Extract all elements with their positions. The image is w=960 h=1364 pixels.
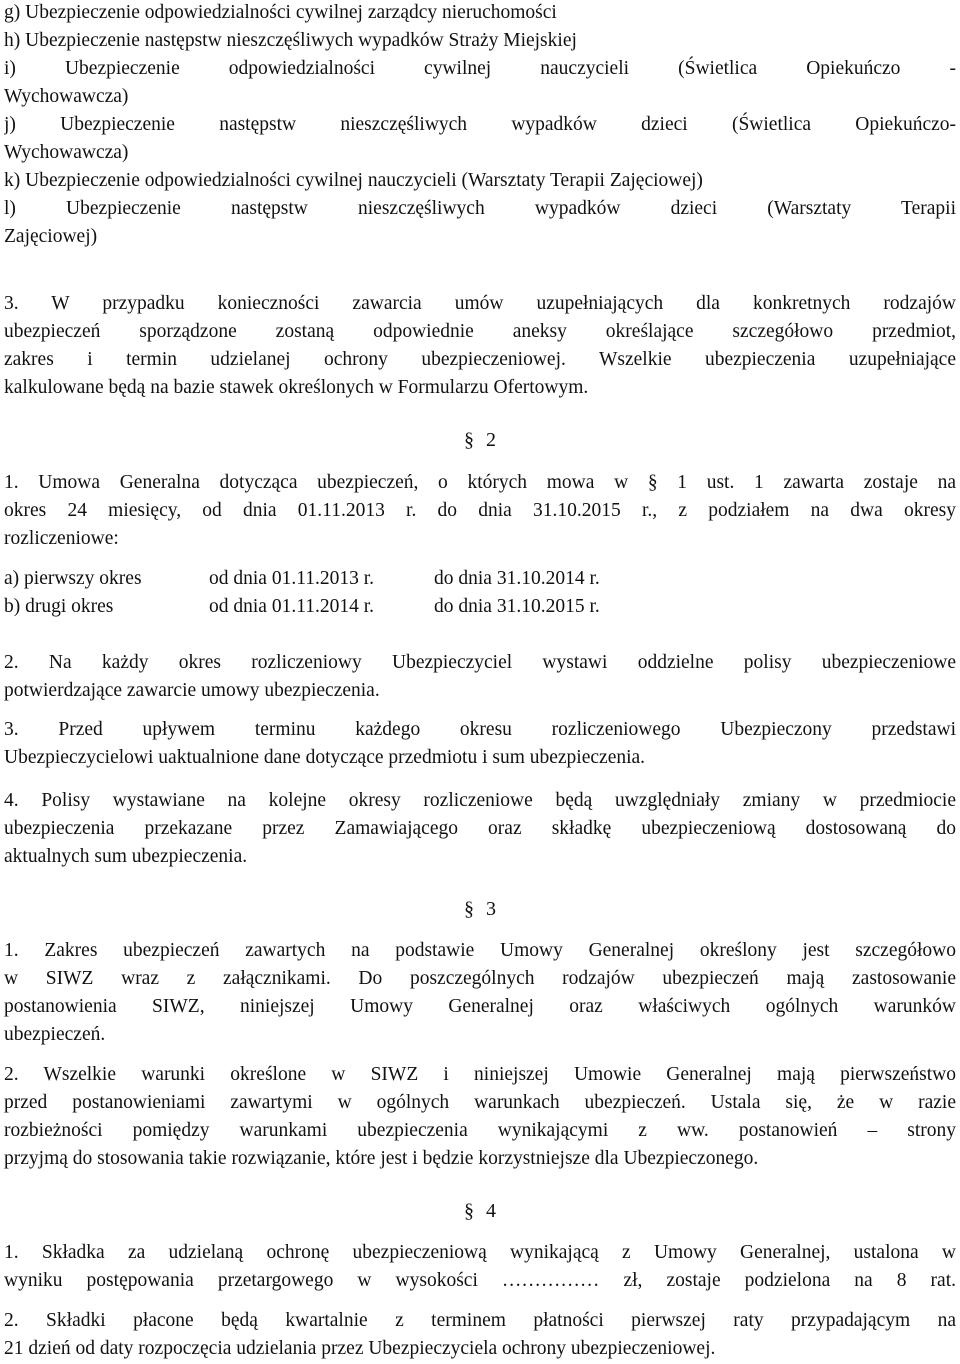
period-label: b) drugi okres	[4, 596, 114, 617]
list-item-j-cont: Wychowawcza)	[4, 142, 129, 163]
list-item-j: j) Ubezpieczenie następstw nieszczęśliwych wypadków dzieci (Świetlica Opiekuńczo-	[4, 114, 956, 135]
list-item-l: l) Ubezpieczenie następstw nieszczęśliwych wypadków dzieci (Warsztaty Terapii	[4, 198, 956, 219]
paragraph-3-line: zakres i termin udzielanej ochrony ubezpieczeniowej. Wszelkie ubezpieczenia uzupełniające	[4, 349, 956, 370]
period-from: od dnia 01.11.2014 r.	[209, 596, 375, 617]
s2-p1-line: rozliczeniowe:	[4, 528, 119, 549]
period-from: od dnia 01.11.2013 r.	[209, 568, 375, 589]
list-item-k: k) Ubezpieczenie odpowiedzialności cywilnej nauczycieli (Warsztaty Terapii Zajęciowej)	[4, 170, 703, 191]
period-label: a) pierwszy okres	[4, 568, 142, 589]
list-item-i-cont: Wychowawcza)	[4, 86, 129, 107]
period-row-b	[4, 592, 956, 621]
section-heading-2	[4, 425, 956, 455]
paragraph-3-line: ubezpieczeń sporządzone zostaną odpowiednie aneksy określające szczegółowo przedmiot,	[4, 321, 956, 342]
s2-p4-line: ubezpieczenia przekazane przez Zamawiającego oraz składkę ubezpieczeniową dostosowaną do	[4, 818, 956, 839]
list-item-g: g) Ubezpieczenie odpowiedzialności cywilnej zarządcy nieruchomości	[4, 2, 557, 23]
period-row-a	[4, 564, 956, 593]
s3-p1-line: 1. Zakres ubezpieczeń zawartych na podstawie Umowy Generalnej określony jest szczegółowo	[4, 940, 956, 961]
s4-p2-line: 21 dzień od daty rozpoczęcia udzielania przez Ubezpieczyciela ochrony ubezpieczeniowej.	[4, 1338, 716, 1359]
s3-p2-line: przed postanowieniami zawartymi w ogólnych warunkach ubezpieczeń. Ustala się, że w razie	[4, 1092, 956, 1113]
section-sign: §	[464, 429, 474, 451]
section-heading-4	[4, 1196, 956, 1226]
list-item-h: h) Ubezpieczenie następstw nieszczęśliwych wypadków Straży Miejskiej	[4, 30, 577, 51]
s2-p2-line: 2. Na każdy okres rozliczeniowy Ubezpieczyciel wystawi oddzielne polisy ubezpieczeniowe	[4, 652, 956, 673]
paragraph-3-line: 3. W przypadku konieczności zawarcia umów uzupełniających dla konkretnych rodzajów	[4, 293, 956, 314]
list-item-l-cont: Zajęciowej)	[4, 226, 98, 247]
s2-p1-line: okres 24 miesięcy, od dnia 01.11.2013 r. do dnia 31.10.2015 r., z podziałem na dwa okresy	[4, 500, 956, 521]
s2-p2-line: potwierdzające zawarcie umowy ubezpieczenia.	[4, 680, 380, 701]
section-sign: §	[464, 898, 474, 920]
paragraph-3-line: kalkulowane będą na bazie stawek określonych w Formularzu Ofertowym.	[4, 377, 589, 398]
s2-p4-line: aktualnych sum ubezpieczenia.	[4, 846, 248, 867]
s3-p1-line: w SIWZ wraz z załącznikami. Do poszczególnych rodzajów ubezpieczeń mają zastosowanie	[4, 968, 956, 989]
s3-p1-line: postanowienia SIWZ, niniejszej Umowy Generalnej oraz właściwych ogólnych warunków	[4, 996, 956, 1017]
s4-p1-line: 1. Składka za udzielaną ochronę ubezpieczeniową wynikającą z Umowy Generalnej, ustalona w	[4, 1242, 956, 1263]
s2-p1-line: 1. Umowa Generalna dotycząca ubezpieczeń, o których mowa w § 1 ust. 1 zawarta zostaje na	[4, 472, 956, 493]
s2-p4-line: 4. Polisy wystawiane na kolejne okresy rozliczeniowe będą uwzględniały zmiany w przedmiocie	[4, 790, 956, 811]
s3-p1-line: ubezpieczeń.	[4, 1024, 106, 1045]
s3-p2-line: 2. Wszelkie warunki określone w SIWZ i niniejszej Umowie Generalnej mają pierwszeństwo	[4, 1064, 956, 1085]
s3-p2-line: rozbieżności pomiędzy warunkami ubezpieczenia wynikającymi z ww. postanowień – strony	[4, 1120, 956, 1141]
section-heading-3	[4, 894, 956, 924]
period-to: do dnia 31.10.2015 r.	[434, 596, 600, 617]
s4-p2-line: 2. Składki płacone będą kwartalnie z terminem płatności pierwszej raty przypadającym na	[4, 1310, 956, 1331]
s2-p3-line: 3. Przed upływem terminu każdego okresu rozliczeniowego Ubezpieczony przedstawi	[4, 719, 956, 740]
period-to: do dnia 31.10.2014 r.	[434, 568, 600, 589]
s2-p3-line: Ubezpieczycielowi uaktualnione dane dotyczące przedmiotu i sum ubezpieczenia.	[4, 747, 646, 768]
section-sign: §	[464, 1200, 474, 1222]
s3-p2-line: przyjmą do stosowania takie rozwiązanie, które jest i będzie korzystniejsze dla Ubezpieczonego.	[4, 1148, 759, 1169]
section-number: 2	[486, 429, 496, 451]
s4-p1-line: wyniku postępowania przetargowego w wysokości …………… zł, zostaje podzielona na 8 rat.	[4, 1270, 956, 1291]
section-number: 3	[486, 898, 496, 920]
list-item-i: i) Ubezpieczenie odpowiedzialności cywilnej nauczycieli (Świetlica Opiekuńczo -	[4, 58, 956, 79]
section-number: 4	[486, 1200, 496, 1222]
